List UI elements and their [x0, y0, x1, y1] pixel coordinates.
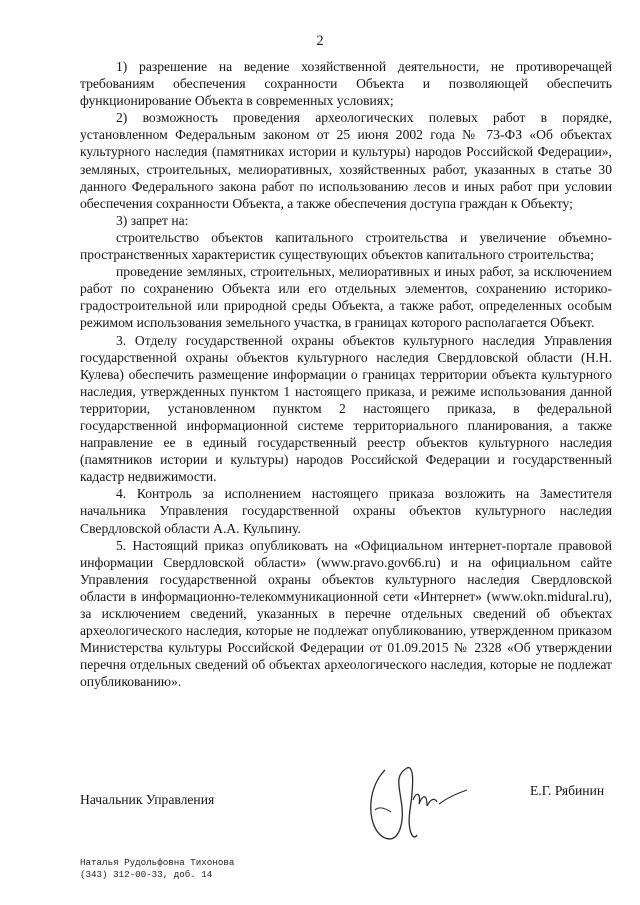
paragraph-ban-construction: строительство объектов капитального строительства и увеличение объемно-пространственных характеристик существующих объектов капитального строительства; [80, 229, 612, 263]
document-body [80, 58, 612, 690]
handwritten-signature [355, 760, 495, 850]
paragraph-1-permission: 1) разрешение на ведение хозяйственной деятельности, не противоречащей требованиям обеспечения сохранности Объекта и позволяющей обеспечить функционирование Объекта в современных условиях; [80, 59, 612, 109]
page-number: 2 [316, 33, 324, 49]
paragraph-item-5: 5. Настоящий приказ опубликовать на «Официальном интернет-портале правовой информации Свердловской области» (www.pravo.gov66.ru) и на официальном сайте Управления государственной охраны объектов культурного наследия Свердловской области в информационно-телекоммуникационной сети «Интернет» (www.okn.midural.ru), за исключением сведений, указанных в перечне отдельных сведений об объектах археологического наследия, которые не подлежат опубликованию, утвержденном приказом Министерства культуры Российской Федерации от 01.09.2015 № 2328 «Об утверждении перечня отдельных сведений об объектах археологического наследия, которые не подлежат опубликованию». [80, 537, 612, 690]
executor-name: Наталья Рудольфовна Тихонова [80, 857, 235, 868]
signatory-name: Е.Г. Рябинин [530, 783, 605, 798]
paragraph-item-4: 4. Контроль за исполнением настоящего приказа возложить на Заместителя начальника Управления государственной охраны объектов культурного наследия Свердловской области А.А. Кульпину. [80, 486, 612, 536]
signatory-title: Начальник Управления [80, 792, 215, 807]
paragraph-item-3: 3. Отделу государственной охраны объектов культурного наследия Управления государственной охраны объектов культурного наследия Свердловской области (Н.Н. Кулева) обеспечить размещение информации о границах территории объекта культурного наследия, утвержденных пунктом 1 настоящего приказа, и режиме использования данной территории, установленном пунктом 2 настоящего приказа, в федеральной государственной информационной системе территориального планирования, а также направление ее в единый государственный реестр объектов культурного наследия (памятников истории и культуры) народов Российской Федерации и государственный кадастр недвижимости. [80, 332, 612, 485]
paragraph-ban-works: проведение земляных, строительных, мелиоративных и иных работ, за исключением работ по сохранению Объекта или его отдельных элементов, сохранению историко-градостроительной или природной среды Объекта, а также работ, определенных особым режимом использования земельного участка, в границах которого располагается Объект. [80, 264, 612, 331]
paragraph-2-archaeology: 2) возможность проведения археологических полевых работ в порядке, установленном Федеральным законом от 25 июня 2002 года № 73-ФЗ «Об объектах культурного наследия (памятниках истории и культуры) народов Российской Федерации», земляных, строительных, мелиоративных, хозяйственных работ, указанных в статье 30 данного Федерального закона работ по использованию лесов и иных работ при условии обеспечения сохранности Объекта, а также обеспечения доступа граждан к Объекту; [80, 110, 612, 211]
executor-phone: (343) 312-00-33, доб. 14 [80, 869, 213, 880]
paragraph-3-ban-heading: 3) запрет на: [116, 212, 189, 228]
executor-info [80, 857, 234, 881]
